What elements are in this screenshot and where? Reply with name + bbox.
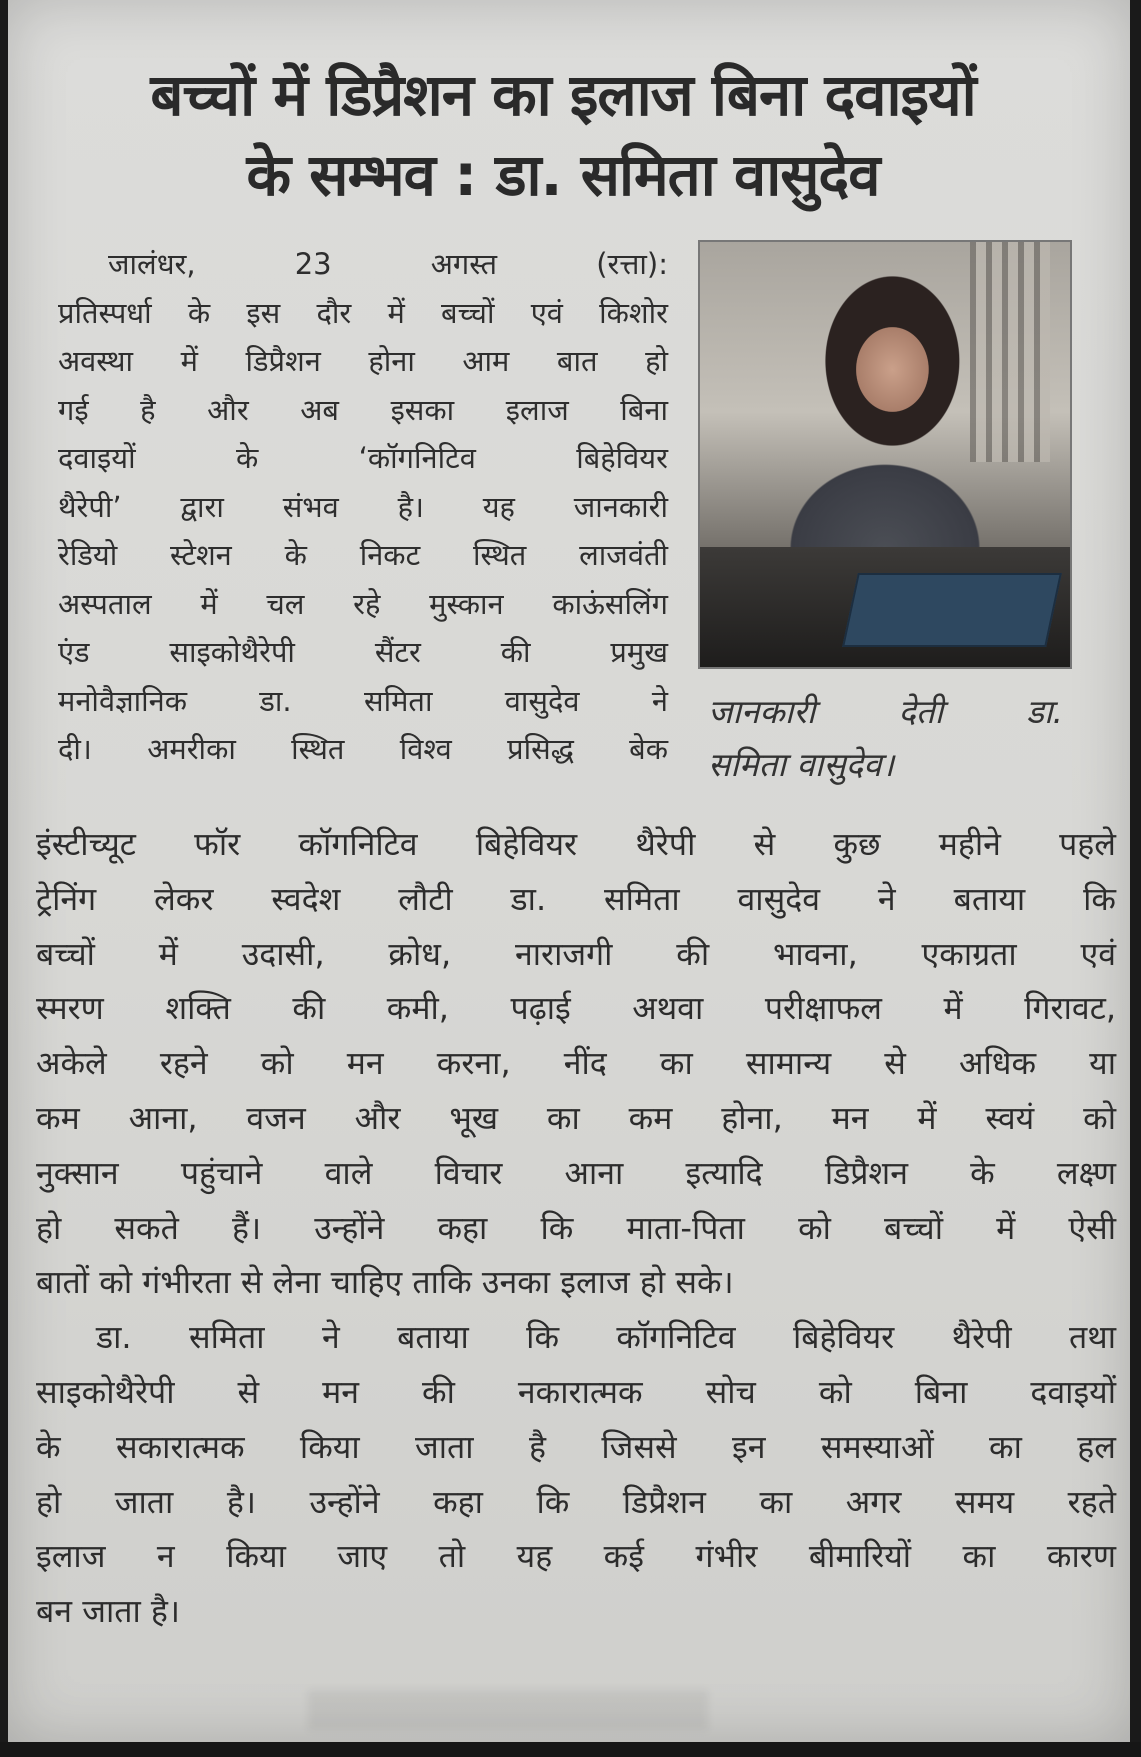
portrait-photo — [698, 240, 1072, 669]
text-line: बच्चों में उदासी, क्रोध, नाराजगी की भावना, एकाग्रता एवं — [36, 934, 1116, 973]
text-line: साइकोथैरेपी से मन की नकारात्मक सोच को बिना दवाइयों — [36, 1372, 1116, 1411]
text-line: मनोवैज्ञानिक डा. समिता वासुदेव ने — [58, 683, 668, 718]
article-body — [36, 817, 1116, 1639]
text-line: गई है और अब इसका इलाज बिना — [58, 392, 668, 427]
text-line: ट्रेनिंग लेकर स्वदेश लौटी डा. समिता वासुदेव ने बताया कि — [36, 879, 1116, 918]
text-line: रेडियो स्टेशन के निकट स्थित लाजवंती — [58, 538, 668, 572]
background-edge — [0, 1742, 1141, 1757]
text-line: स्मरण शक्ति की कमी, पढ़ाई अथवा परीक्षाफल में गिरावट, — [36, 989, 1116, 1028]
intro-column — [58, 240, 668, 774]
caption-line: समिता वासुदेव। — [708, 745, 895, 784]
photo-caption — [708, 685, 1078, 791]
text-line: इंस्टीच्यूट फॉर कॉगनिटिव बिहेवियर थैरेपी से कुछ महीने पहले — [36, 825, 1116, 863]
text-line: डा. समिता ने बताया कि कॉगनिटिव बिहेवियर थैरेपी तथा — [96, 1318, 1116, 1357]
text-line: बातों को गंभीरता से लेना चाहिए ताकि उनका इलाज हो सके। — [36, 1263, 734, 1302]
text-line: अवस्था में डिप्रैशन होना आम बात हो — [58, 344, 668, 378]
text-line: के सकारात्मक किया जाता है जिससे इन समस्याओं का हल — [36, 1427, 1116, 1466]
headline — [48, 55, 1078, 215]
text-line: दवाइयों के ‘कॉगनिटिव बिहेवियर — [58, 441, 668, 475]
text-line: थैरेपी’ द्वारा संभव है। यह जानकारी — [58, 489, 668, 524]
text-line: एंड साइकोथैरेपी सैंटर की प्रमुख — [58, 635, 668, 669]
headline-line: बच्चों में डिप्रैशन का इलाज बिना दवाइयों — [150, 61, 976, 129]
text-line: अकेले रहने को मन करना, नींद का सामान्य से अधिक या — [36, 1044, 1116, 1083]
text-line: हो सकते हैं। उन्होंने कहा कि माता-पिता को बच्चों में ऐसी — [36, 1208, 1116, 1247]
window-blinds — [970, 242, 1050, 462]
text-line: बन जाता है। — [36, 1592, 181, 1631]
text-line: हो जाता है। उन्होंने कहा कि डिप्रैशन का अगर समय रहते — [36, 1482, 1116, 1521]
text-line: दी। अमरीका स्थित विश्व प्रसिद्ध बेक — [58, 732, 668, 766]
newspaper-clipping — [8, 0, 1130, 1742]
bleed-through-smudge — [308, 1690, 708, 1730]
headline-line: के सम्भव : डा. समिता वासुदेव — [246, 141, 880, 209]
text-line: प्रतिस्पर्धा के इस दौर में बच्चों एवं किशोर — [58, 295, 668, 330]
dateline: जालंधर, 23 अगस्त (रत्ता): — [108, 247, 668, 281]
caption-line: जानकारी देती डा. — [708, 692, 1063, 731]
text-line: इलाज न किया जाए तो यह कई गंभीर बीमारियों का कारण — [36, 1537, 1116, 1576]
text-line: नुक्सान पहुंचाने वाले विचार आना इत्यादि डिप्रैशन के लक्ष्ण — [36, 1153, 1116, 1192]
text-line: कम आना, वजन और भूख का कम होना, मन में स्वयं को — [36, 1098, 1116, 1137]
text-line: अस्पताल में चल रहे मुस्कान काऊंसलिंग — [58, 586, 668, 621]
book — [842, 573, 1062, 647]
